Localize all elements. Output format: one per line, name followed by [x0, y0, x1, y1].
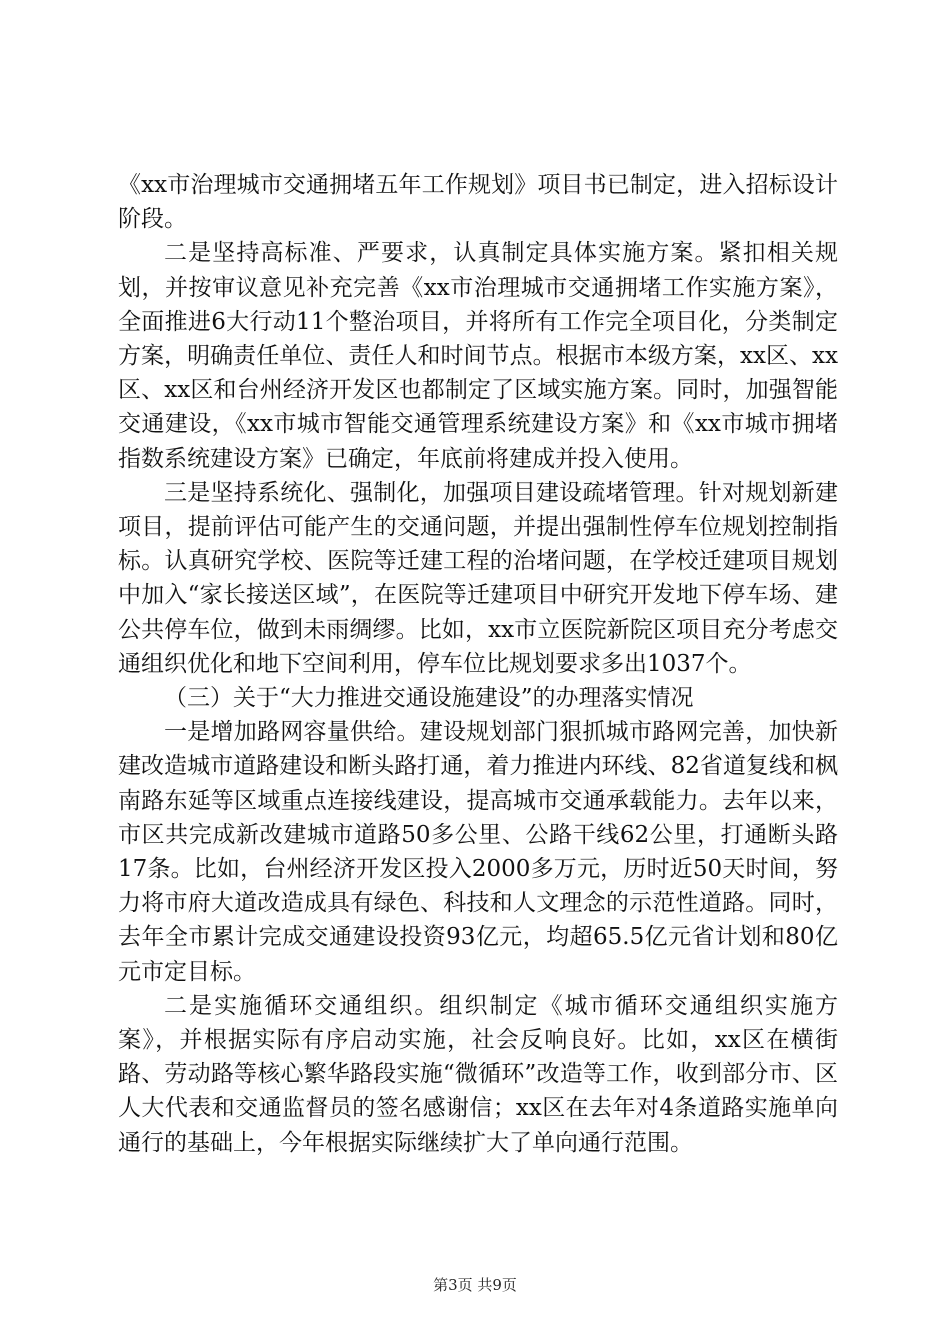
- paragraph: 一是增加路网容量供给。建设规划部门狠抓城市路网完善，加快新建改造城市道路建设和断头路打通，着力推进内环线、82省道复线和枫南路东延等区域重点连接线建设，提高城市交通承载能力。去年以来，市区共完成新改建城市道路50多公里、公路干线62公里，打通断头路17条。比如，台州经济开发区投入2000多万元，历时近50天时间，努力将市府大道改造成具有绿色、科技和人文理念的示范性道路。同时，去年全市累计完成交通建设投资93亿元，均超65.5亿元省计划和80亿元市定目标。: [118, 719, 838, 985]
- page-number-footer: 第3页 共9页: [433, 1276, 517, 1294]
- paragraph: 二是坚持高标准、严要求，认真制定具体实施方案。紧扣相关规划，并按审议意见补充完善《xx市治理城市交通拥堵工作实施方案》，全面推进6大行动11个整治项目，并将所有工作完全项目化，分类制定方案，明确责任单位、责任人和时间节点。根据市本级方案，xx区、xx区、xx区和台州经济开发区也都制定了区域实施方案。同时，加强智能交通建设，《xx市城市智能交通管理系统建设方案》和《xx市城市拥堵指数系统建设方案》已确定，年底前将建成并投入使用。: [118, 240, 838, 472]
- document-body: [118, 168, 838, 1160]
- paragraph: 三是坚持系统化、强制化，加强项目建设疏堵管理。针对规划新建项目，提前评估可能产生的交通问题，并提出强制性停车位规划控制指标。认真研究学校、医院等迁建工程的治堵问题，在学校迁建项目规划中加入“家长接送区域”，在医院等迁建项目中研究开发地下停车场、建公共停车位，做到未雨绸缪。比如，xx市立医院新院区项目充分考虑交通组织优化和地下空间利用，停车位比规划要求多出1037个。: [118, 479, 838, 677]
- paragraph: 二是实施循环交通组织。组织制定《城市循环交通组织实施方案》，并根据实际有序启动实施，社会反响良好。比如，xx区在横街路、劳动路等核心繁华路段实施“微循环”改造等工作，收到部分市、区人大代表和交通监督员的签名感谢信；xx区在去年对4条道路实施单向通行的基础上，今年根据实际继续扩大了单向通行范围。: [118, 992, 838, 1156]
- paragraph: 《xx市治理城市交通拥堵五年工作规划》项目书已制定，进入招标设计阶段。: [118, 172, 838, 233]
- section-heading: （三）关于“大力推进交通设施建设”的办理落实情况: [164, 685, 694, 712]
